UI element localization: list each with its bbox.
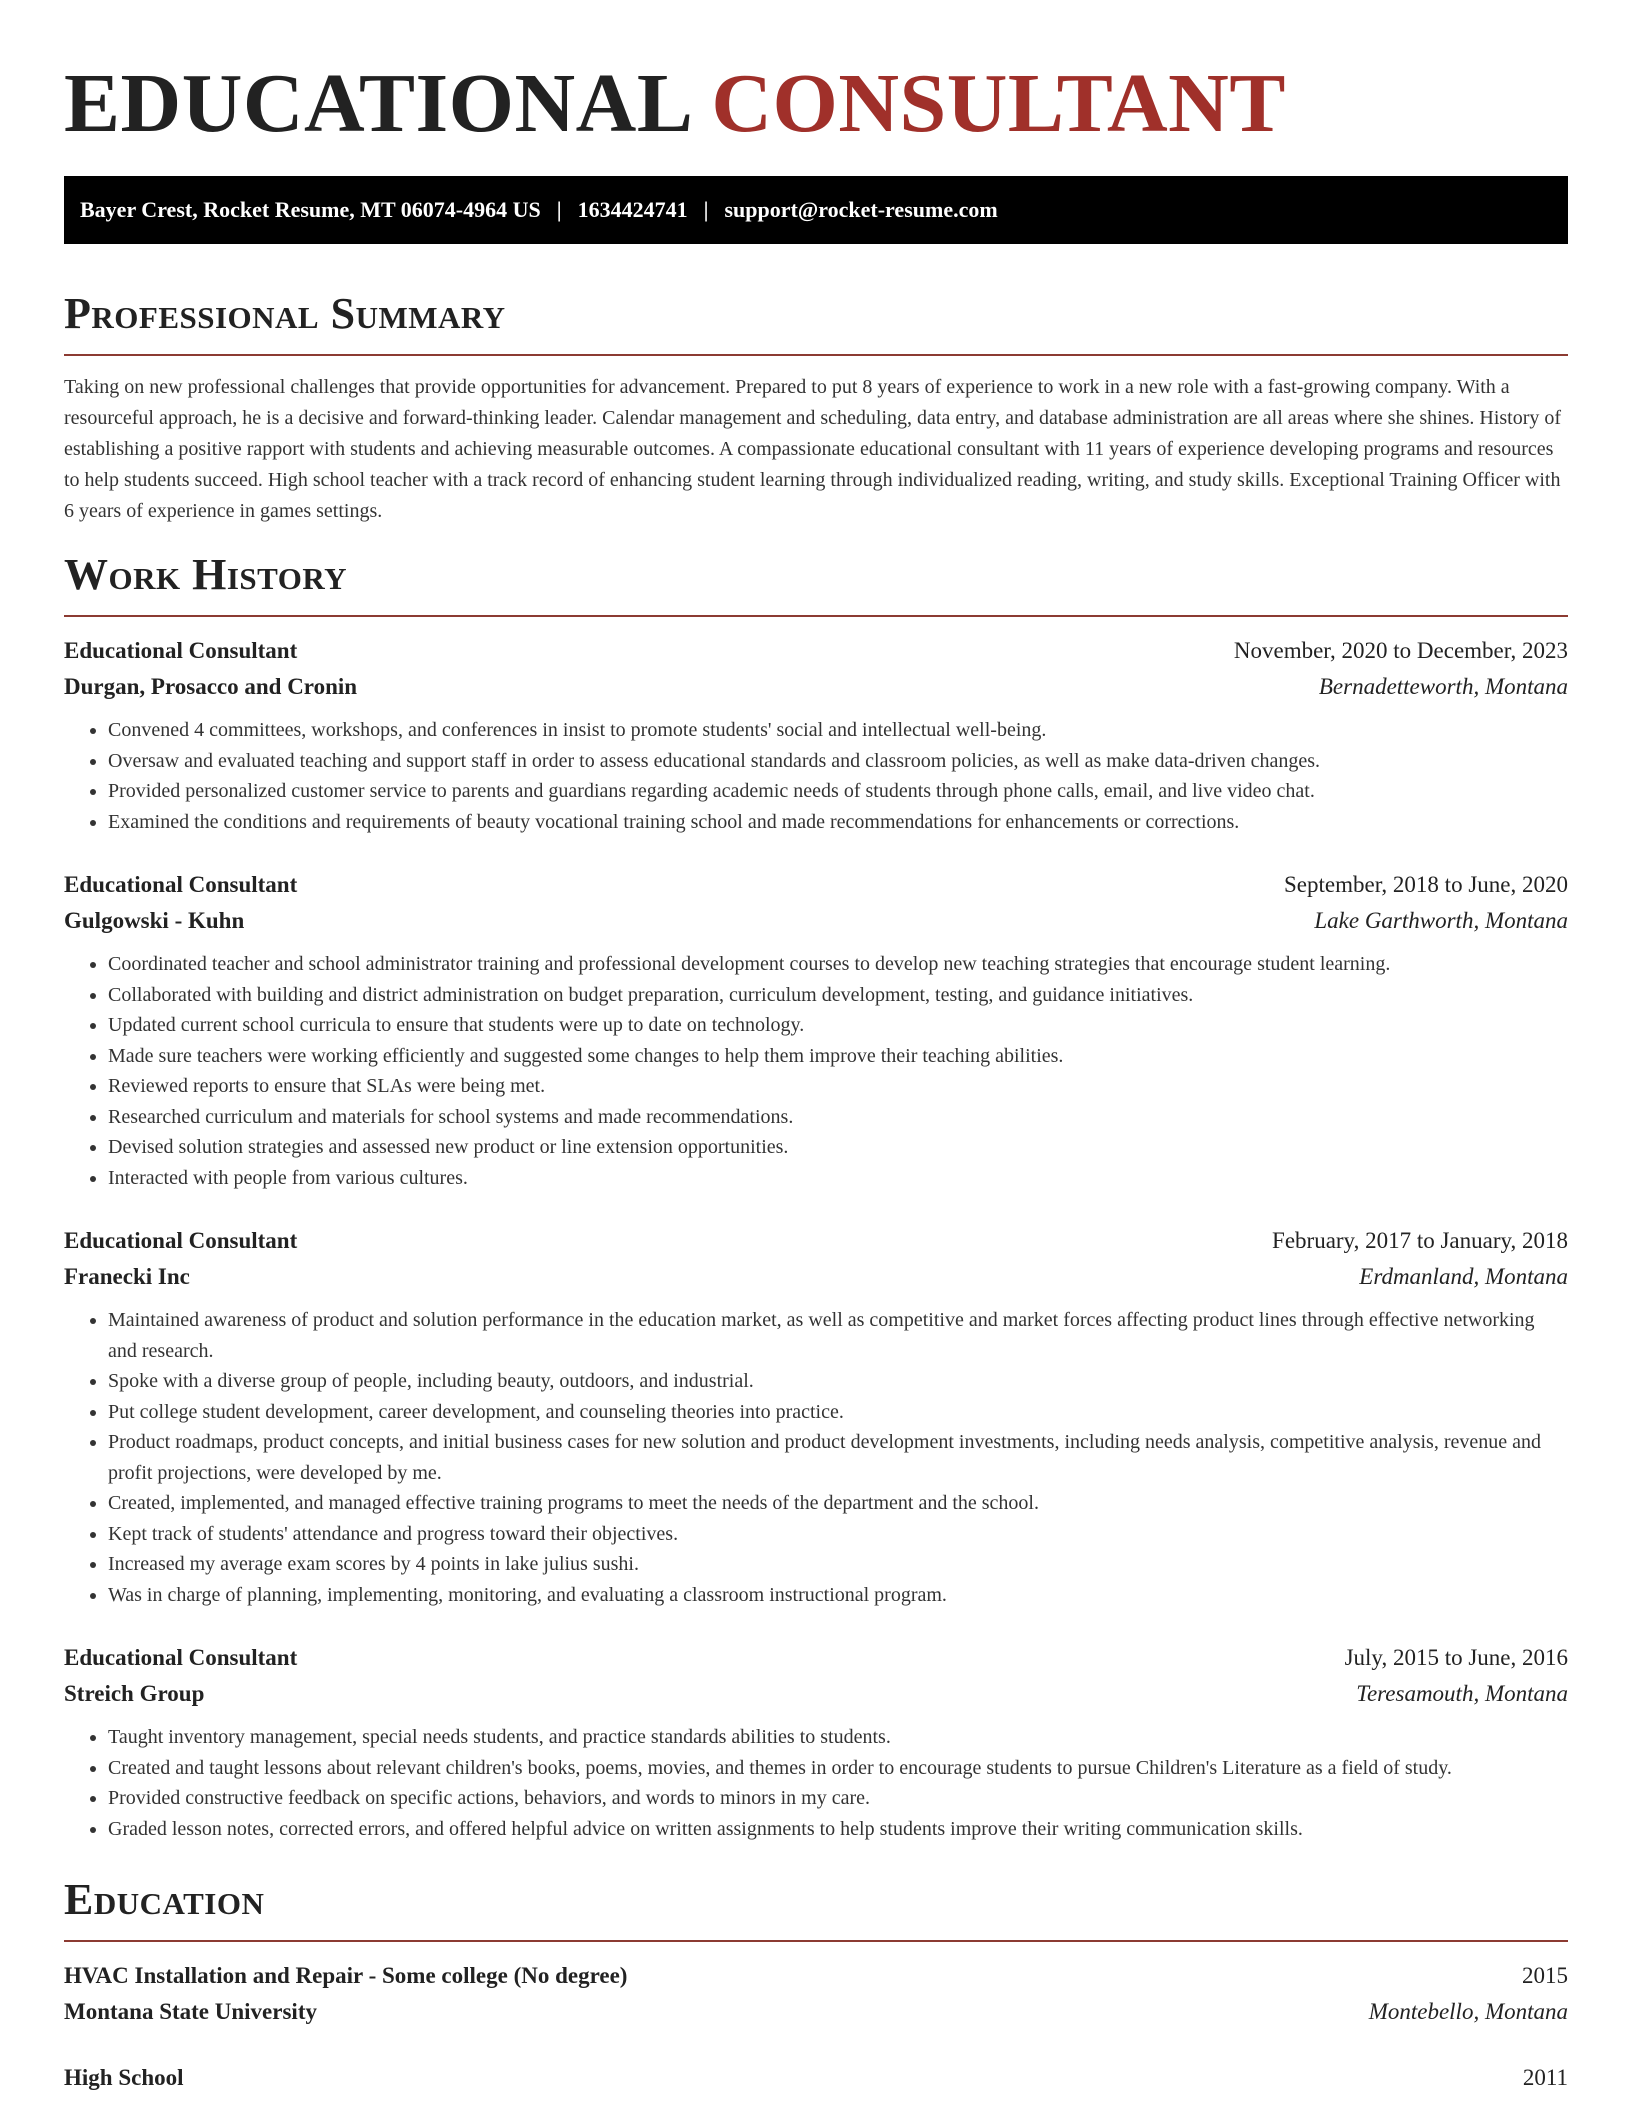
job-dates: July, 2015 to June, 2016 — [1344, 1645, 1568, 1670]
education-year: 2011 — [1522, 2065, 1568, 2090]
job-location: Erdmanland, Montana — [1359, 1264, 1568, 1289]
contact-address: Bayer Crest, Rocket Resume, MT 06074-4964 US — [80, 197, 541, 222]
job-entry — [64, 633, 1568, 837]
job-company: Durgan, Prosacco and Cronin — [64, 674, 358, 699]
resume-page — [64, 56, 1568, 2126]
job-bullet-list — [64, 715, 1568, 837]
list-item: • Kept track of students' attendance and progress toward their objectives. — [108, 1519, 1568, 1550]
job-header-row — [64, 1640, 1568, 1676]
list-item: • Researched curriculum and materials for school systems and made recommendations. — [108, 1102, 1568, 1133]
job-company-row — [64, 903, 1568, 939]
education-entry — [64, 2060, 1568, 2096]
job-bullet-list — [64, 949, 1568, 1193]
job-dates: September, 2018 to June, 2020 — [1284, 872, 1568, 897]
list-item: • Put college student development, career development, and counseling theories into practice. — [108, 1397, 1568, 1428]
education-header-row — [64, 2060, 1568, 2096]
list-item: • Spoke with a diverse group of people, including beauty, outdoors, and industrial. — [108, 1366, 1568, 1397]
job-company: Streich Group — [64, 1681, 205, 1706]
resume-title — [64, 56, 1568, 152]
education-section — [64, 1874, 1568, 2096]
job-entry — [64, 867, 1568, 1193]
list-item: • Created and taught lessons about relevant children's books, poems, movies, and themes in order to encourage students to pursue Children's Literature as a field of study. — [108, 1753, 1568, 1784]
list-item: • Coordinated teacher and school administrator training and professional development courses to develop new teaching strategies that encourage student learning. — [108, 949, 1568, 980]
job-header-row — [64, 867, 1568, 903]
job-title: Educational Consultant — [64, 1645, 298, 1670]
job-list — [64, 633, 1568, 1844]
job-company-row — [64, 1676, 1568, 1712]
list-item: • Collaborated with building and district administration on budget preparation, curriculum development, testing, and guidance initiatives. — [108, 980, 1568, 1011]
list-item: • Graded lesson notes, corrected errors, and offered helpful advice on written assignments to help students improve their writing communication skills. — [108, 1814, 1568, 1845]
contact-separator: | — [703, 197, 709, 222]
job-location: Lake Garthworth, Montana — [1314, 908, 1568, 933]
list-item: • Was in charge of planning, implementing, monitoring, and evaluating a classroom instructional program. — [108, 1580, 1568, 1611]
job-bullet-list — [64, 1305, 1568, 1610]
list-item: • Increased my average exam scores by 4 points in lake julius sushi. — [108, 1549, 1568, 1580]
list-item: • Provided constructive feedback on specific actions, behaviors, and words to minors in my care. — [108, 1783, 1568, 1814]
list-item: • Product roadmaps, product concepts, and initial business cases for new solution and product development investments, including needs analysis, competitive analysis, revenue and profit projections, were developed by me. — [108, 1427, 1568, 1488]
job-header-row — [64, 633, 1568, 669]
education-degree: High School — [64, 2065, 184, 2090]
education-degree: HVAC Installation and Repair - Some college (No degree) — [64, 1963, 628, 1988]
section-heading: Work History — [64, 550, 348, 599]
education-year: 2015 — [1522, 1963, 1568, 1988]
title-first-word: EDUCATIONAL — [64, 57, 694, 150]
list-item: • Made sure teachers were working efficiently and suggested some changes to help them improve their teaching abilities. — [108, 1041, 1568, 1072]
job-title: Educational Consultant — [64, 638, 298, 663]
contact-phone: 1634424741 — [577, 197, 688, 222]
list-item: • Reviewed reports to ensure that SLAs were being met. — [108, 1071, 1568, 1102]
contact-bar — [64, 176, 1568, 244]
summary-paragraph: Taking on new professional challenges that provide opportunities for advancement. Prepared to put 8 years of experience to work in a new role with a fast-growing company. With a resourceful approach, he is a decisive and forward-thinking leader. Calendar management and scheduling, data entry, and database administration are all areas where she shines. History of establishing a positive rapport with students and achieving measurable outcomes. A compassionate educational consultant with 11 years of experience developing programs and resources to help students succeed. High school teacher with a track record of enhancing student learning through individualized reading, writing, and study skills. Exceptional Training Officer with 6 years of experience in games settings. — [64, 376, 1562, 522]
job-dates: February, 2017 to January, 2018 — [1272, 1228, 1568, 1253]
education-list — [64, 1958, 1568, 2096]
job-company-row — [64, 1259, 1568, 1295]
job-title: Educational Consultant — [64, 872, 298, 897]
education-entry — [64, 1958, 1568, 2030]
job-company: Franecki Inc — [64, 1264, 190, 1289]
professional-summary-section — [64, 288, 1568, 527]
list-item: • Maintained awareness of product and solution performance in the education market, as well as competitive and market forces affecting product lines through effective networking and research. — [108, 1305, 1568, 1366]
work-history-section — [64, 549, 1568, 1844]
education-school: Montana State University — [64, 1999, 317, 2024]
job-company: Gulgowski - Kuhn — [64, 908, 245, 933]
section-heading: Professional Summary — [64, 289, 506, 338]
job-title: Educational Consultant — [64, 1228, 298, 1253]
list-item: • Devised solution strategies and assessed new product or line extension opportunities. — [108, 1132, 1568, 1163]
job-location: Teresamouth, Montana — [1356, 1681, 1568, 1706]
list-item: • Taught inventory management, special needs students, and practice standards abilities to students. — [108, 1722, 1568, 1753]
section-divider — [64, 615, 1568, 617]
contact-separator: | — [556, 197, 562, 222]
education-school-row — [64, 1994, 1568, 2030]
job-company-row — [64, 669, 1568, 705]
contact-email: support@rocket-resume.com — [724, 197, 998, 222]
section-heading: Education — [64, 1875, 265, 1924]
job-entry — [64, 1223, 1568, 1610]
job-bullet-list — [64, 1722, 1568, 1844]
job-header-row — [64, 1223, 1568, 1259]
list-item: • Examined the conditions and requirements of beauty vocational training school and made recommendations for enhancements or corrections. — [108, 807, 1568, 838]
title-second-word: CONSULTANT — [711, 57, 1286, 150]
list-item: • Provided personalized customer service to parents and guardians regarding academic needs of students through phone calls, email, and live video chat. — [108, 776, 1568, 807]
job-entry — [64, 1640, 1568, 1844]
education-location: Montebello, Montana — [1368, 1999, 1568, 2024]
job-location: Bernadetteworth, Montana — [1318, 674, 1568, 699]
education-header-row — [64, 1958, 1568, 1994]
list-item: • Updated current school curricula to ensure that students were up to date on technology. — [108, 1010, 1568, 1041]
list-item: • Convened 4 committees, workshops, and conferences in insist to promote students' social and intellectual well-being. — [108, 715, 1568, 746]
list-item: • Oversaw and evaluated teaching and support staff in order to assess educational standards and classroom policies, as well as make data-driven changes. — [108, 746, 1568, 777]
list-item: • Interacted with people from various cultures. — [108, 1163, 1568, 1194]
section-divider — [64, 1940, 1568, 1942]
job-dates: November, 2020 to December, 2023 — [1233, 638, 1568, 663]
list-item: • Created, implemented, and managed effective training programs to meet the needs of the department and the school. — [108, 1488, 1568, 1519]
section-divider — [64, 354, 1568, 356]
